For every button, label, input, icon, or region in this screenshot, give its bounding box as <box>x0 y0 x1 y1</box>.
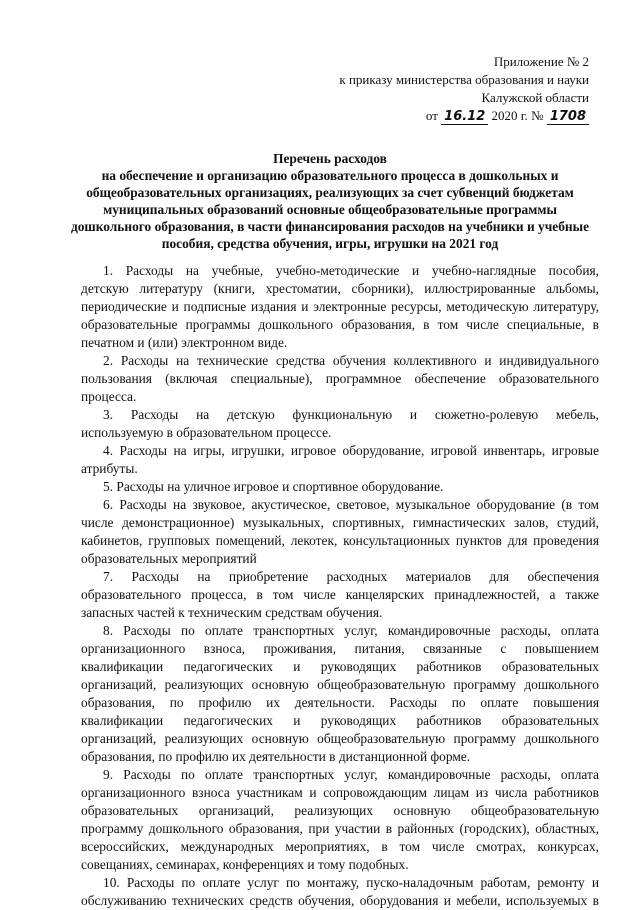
list-item-line: обслуживанию технических средств обучения, оборудования и мебели, используемых в <box>81 893 599 908</box>
list-item-line: совещаниях, семинарах, конференциях и тому подобных. <box>81 857 409 872</box>
list-item <box>81 496 599 568</box>
list-item-line: пользования (включая специальные), программное обеспечение образовательного <box>81 371 599 386</box>
list-item-line: атрибуты. <box>81 461 138 476</box>
list-item-line: 9. Расходы по оплате транспортных услуг, командировочные расходы, оплата <box>103 767 599 782</box>
date-prefix: от <box>425 108 438 123</box>
list-item-line: периодические и подписные издания и электронные ресурсы, методическую литературу, <box>81 299 599 314</box>
list-item-line: кабинетов, групповых помещений, лекотек, консультационных пунктов для проведения <box>81 533 599 548</box>
list-item-line: образования, по профилю их деятельности в дистанционной форме. <box>81 749 471 764</box>
list-item-line: образовательных мероприятий <box>81 551 257 566</box>
handwritten-order-number: 1708 <box>547 110 589 125</box>
list-item <box>81 622 599 766</box>
list-item-line: 2. Расходы на технические средства обучения коллективного и индивидуального <box>103 353 599 368</box>
list-item-line: организационного взноса, проживания, питания, связанные с повышением <box>81 641 599 656</box>
list-item-line: организаций, реализующих основную общеобразовательную программу дошкольного <box>81 731 599 746</box>
list-item-line: программу дошкольного образования, при участии в районных (городских), областных, <box>81 821 599 836</box>
list-item-line: запасных частей к техническим средствам обучения. <box>81 605 383 620</box>
list-item-line: 7. Расходы на приобретение расходных материалов для обеспечения <box>103 569 599 584</box>
list-item-line: процесса. <box>81 389 137 404</box>
list-item-line: 6. Расходы на звуковое, акустическое, световое, музыкальное оборудование (в том <box>103 497 599 512</box>
list-item <box>81 406 599 442</box>
document-body <box>81 262 599 910</box>
title-line: пособия, средства обучения, игры, игрушки на 2021 год <box>161 236 499 251</box>
appendix-number: Приложение № 2 <box>493 54 589 69</box>
list-item-line: образовательного процесса, в том числе канцелярских принадлежностей, а также <box>81 587 599 602</box>
list-item-line: квалификации педагогических и руководящих работников образовательных <box>81 659 599 674</box>
appendix-region: Калужской области <box>481 90 589 105</box>
list-item-line: образовательных организаций, реализующих основную общеобразовательную <box>81 803 599 818</box>
title-line: муниципальных образований основные общеобразовательные программы <box>103 202 557 217</box>
list-item-line: всероссийских, международных мероприятиях, в том числе смотрах, конкурсах, <box>81 839 599 854</box>
appendix-header <box>339 53 589 125</box>
title-line: на обеспечение и организацию образовательного процесса в дошкольных и <box>101 168 559 183</box>
list-item-line: образовательные программы дошкольного образования, в том числе специальные, в <box>81 317 599 332</box>
list-item-line: детскую литературу (книги, хрестоматии, сборники), иллюстрированные альбомы, <box>81 281 599 296</box>
title-line: дошкольного образования, в части финансирования расходов на учебники и учебные <box>70 219 590 234</box>
list-item-line: печатном и (или) электронном виде. <box>81 335 288 350</box>
list-item <box>81 262 599 352</box>
handwritten-date: 16.12 <box>441 110 488 125</box>
date-year: 2020 г. № <box>491 108 544 123</box>
appendix-date-line <box>339 107 589 125</box>
list-item <box>81 352 599 406</box>
list-item-line: 1. Расходы на учебные, учебно-методические и учебно-наглядные пособия, <box>103 263 599 278</box>
list-item <box>81 568 599 622</box>
list-item-line: квалификации педагогических и руководящих работников образовательных <box>81 713 599 728</box>
title-line: Перечень расходов <box>273 151 387 166</box>
document-title <box>56 150 604 252</box>
list-item-line: 10. Расходы по оплате услуг по монтажу, пуско-наладочным работам, ремонту и <box>103 875 599 890</box>
list-item-line: организационного взноса участникам и сопровождающим лицам из числа работников <box>81 785 599 800</box>
list-item-line: образования, по профилю их деятельности. Расходы по оплате повышения <box>81 695 599 710</box>
list-item <box>81 442 599 478</box>
list-item-line: числе демонстрационное) музыкальных, спортивных, гимнастических залов, студий, <box>81 515 599 530</box>
list-item-line: 4. Расходы на игры, игрушки, игровое оборудование, игровой инвентарь, игровые <box>103 443 599 458</box>
list-item-line: 5. Расходы на уличное игровое и спортивное оборудование. <box>103 479 444 494</box>
list-item <box>81 874 599 910</box>
list-item <box>81 478 599 496</box>
list-item-line: 3. Расходы на детскую функциональную и сюжетно-ролевую мебель, <box>103 407 599 422</box>
list-item-line: используемую в образовательном процессе. <box>81 425 332 440</box>
title-line: общеобразовательных организациях, реализующих за счет субвенций бюджетам <box>86 185 574 200</box>
list-item-line: организаций, реализующих основную общеобразовательную программу дошкольного <box>81 677 599 692</box>
appendix-order-ref: к приказу министерства образования и науки <box>339 72 589 87</box>
list-item-line: 8. Расходы по оплате транспортных услуг, командировочные расходы, оплата <box>103 623 599 638</box>
list-item <box>81 766 599 874</box>
